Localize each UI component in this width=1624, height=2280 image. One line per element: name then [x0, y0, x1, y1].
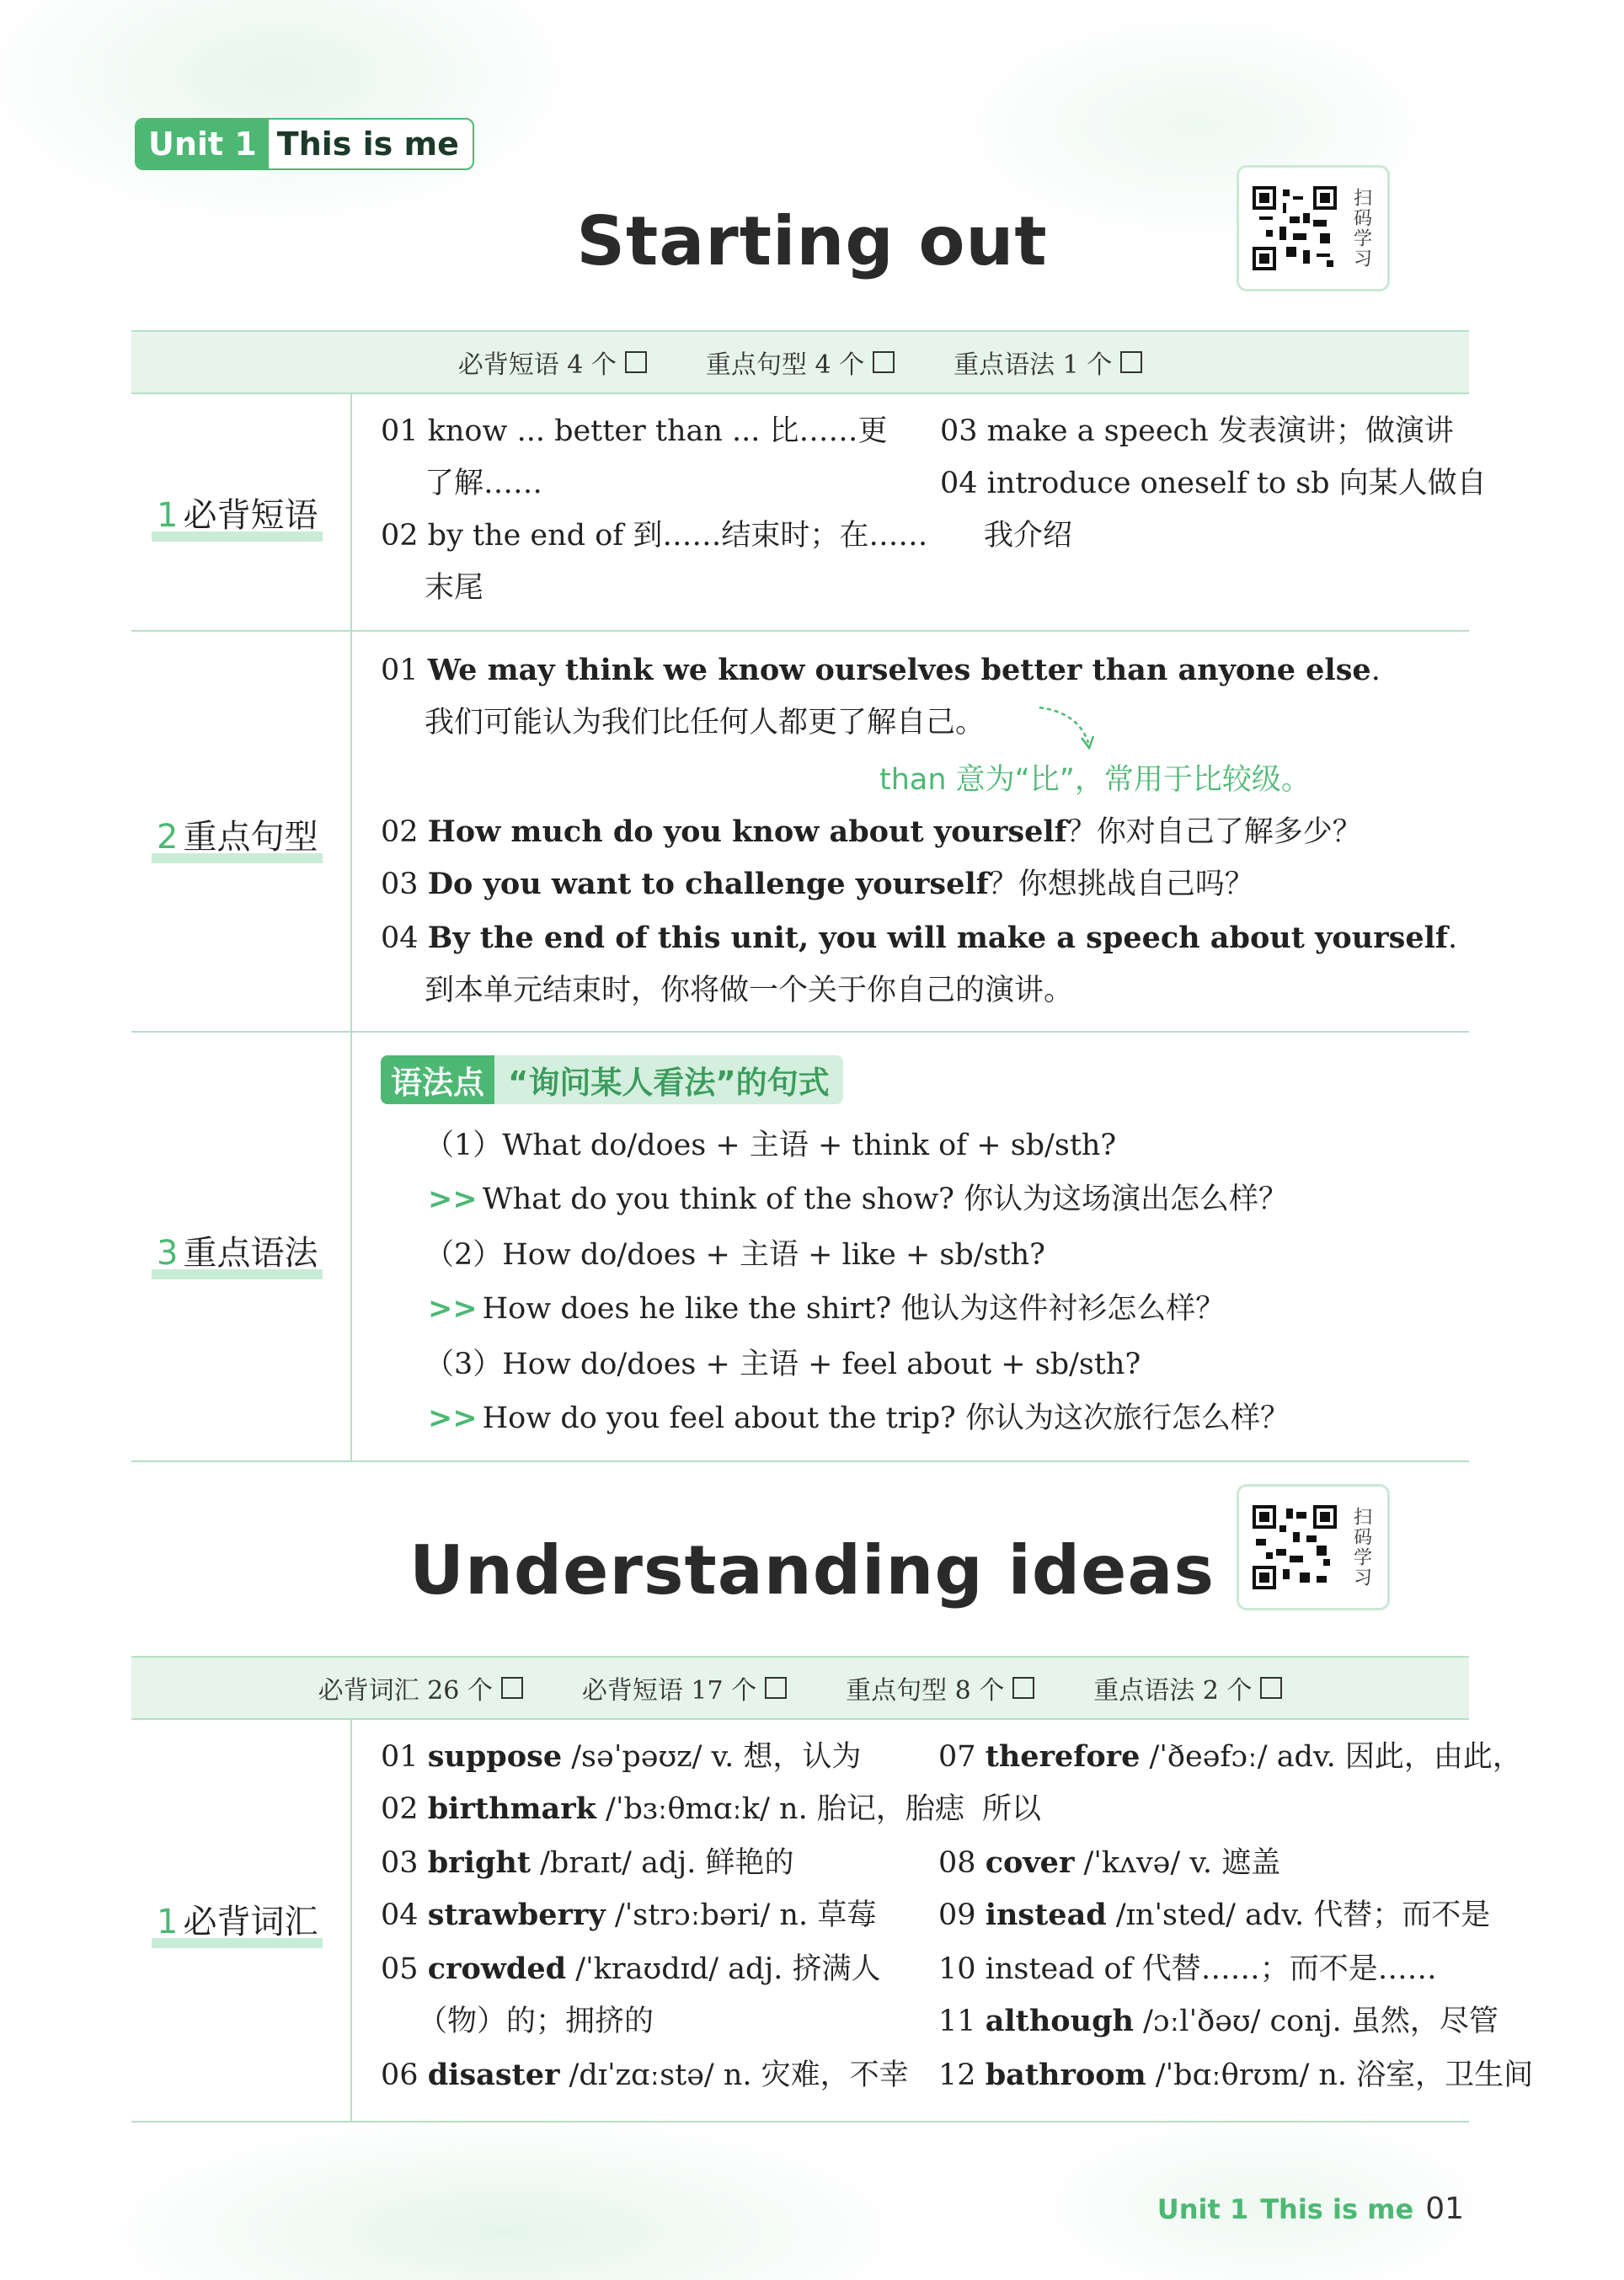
vocab-entry: 07 therefore /ˈðeəfɔː/ adv. 因此，由此，: [938, 1739, 1522, 1774]
double-arrow-icon: >>: [428, 1292, 478, 1326]
footer-title: This is me: [1260, 2193, 1414, 2225]
sentence-line: [381, 859, 1254, 910]
checkbox-icon[interactable]: [1012, 1677, 1034, 1699]
grammar-note: than 意为“比”，常用于比较级。: [879, 763, 1311, 797]
sentence-number: 01: [381, 654, 419, 687]
sentence-line: [381, 645, 1381, 696]
grammar-tag-label: 语法点: [381, 1055, 494, 1104]
sentence-punct: .: [1447, 921, 1458, 955]
unit-title: This is me: [276, 125, 459, 163]
stat-item: [458, 344, 647, 381]
checkbox-icon[interactable]: [501, 1677, 523, 1699]
grammar-example: [428, 1284, 1225, 1334]
vocab-entry: 11 although /ɔːlˈðəʊ/ conj. 虽然，尽管: [938, 2004, 1498, 2038]
phrase-line: 01 know ... better than ... 比……更: [381, 414, 888, 448]
footer-unit: Unit 1: [1157, 2193, 1249, 2225]
section-title-understanding-ideas: Understanding ideas: [409, 1531, 1215, 1610]
qr-label: 扫码学习: [1350, 1507, 1372, 1588]
sentence-punct: .: [1370, 654, 1381, 687]
stat-item: [318, 1669, 523, 1706]
checkbox-icon[interactable]: [1260, 1677, 1282, 1699]
stat-item: [1093, 1669, 1282, 1706]
sentence-english: Do you want to challenge yourself: [427, 867, 989, 901]
sentence-number: 02: [381, 815, 419, 849]
sentence-translation: ？你想挑战自己吗？: [988, 868, 1254, 901]
grammar-pattern: （2）How do/does + 主语 + like + sb/sth?: [425, 1238, 1045, 1272]
stat-text: 重点语法 1 个: [954, 350, 1113, 380]
double-arrow-icon: >>: [428, 1402, 478, 1435]
row-divider: [131, 1460, 1469, 1462]
annotation-arrow-icon: [1036, 704, 1103, 755]
column-divider: [350, 1718, 352, 2122]
column-divider: [350, 392, 352, 1462]
checkbox-icon[interactable]: [1120, 351, 1142, 373]
phrase-line: 我介绍: [984, 519, 1073, 553]
row-number: 2: [157, 818, 179, 857]
qr-code-icon: [1253, 186, 1337, 270]
stats-bar-understanding-ideas: [131, 1656, 1469, 1720]
sentence-translation: ？你对自己了解多少？: [1066, 815, 1362, 849]
double-arrow-icon: >>: [428, 1183, 478, 1216]
vocab-entry: 03 bright /braɪt/ adj. 鲜艳的: [381, 1845, 794, 1880]
phrase-line: 02 by the end of 到……结束时；在……: [381, 519, 928, 553]
stat-item: [954, 344, 1142, 381]
grammar-example: [428, 1174, 1288, 1225]
row-label-text: 必背短语: [183, 496, 318, 535]
vocab-entry: 08 cover /ˈkʌvə/ v. 遮盖: [938, 1845, 1281, 1880]
vocab-entry-continued: 所以: [982, 1792, 1042, 1826]
sentence-english: We may think we know ourselves better than anyone else: [427, 653, 1371, 687]
sentence-english: How much do you know about yourself: [427, 814, 1067, 849]
sentence-english: By the end of this unit, you will make a speech about yourself: [427, 921, 1448, 955]
row-label-grammar: [152, 1226, 323, 1279]
row-divider: [131, 1031, 1469, 1033]
sentence-number: 03: [381, 868, 419, 901]
vocab-entry: 06 disaster /dɪˈzɑːstə/ n. 灾难，不幸: [381, 2058, 909, 2092]
sentence-line: [381, 807, 1362, 857]
stats-bar-starting-out: [131, 330, 1469, 394]
page-footer: [1157, 2192, 1464, 2226]
vocab-entry: 01 suppose /səˈpəʊz/ v. 想，认为: [381, 1739, 862, 1774]
sentence-translation: 到本单元结束时，你将做一个关于你自己的演讲。: [425, 974, 1074, 1007]
row-label-vocab: [152, 1895, 323, 1948]
stat-text: 必背词汇 26 个: [318, 1676, 493, 1706]
stat-item: [846, 1669, 1034, 1706]
row-label-text: 重点语法: [183, 1234, 318, 1273]
phrase-line: 了解……: [425, 467, 543, 500]
stat-text: 重点句型 4 个: [705, 350, 865, 380]
qr-code-box[interactable]: [1237, 165, 1390, 291]
phrase-line: 04 introduce oneself to sb 向某人做自: [940, 467, 1487, 500]
vocab-entry-continued: （物）的；拥挤的: [418, 2005, 654, 2038]
stat-text: 必背短语 4 个: [457, 350, 617, 380]
grammar-example-text: How do you feel about the trip? 你认为这次旅行怎么样？: [482, 1402, 1290, 1435]
qr-label: 扫码学习: [1350, 188, 1372, 269]
row-number: 3: [157, 1234, 179, 1273]
phrase-line: 末尾: [425, 571, 484, 605]
page-number: 01: [1425, 2192, 1464, 2226]
vocab-entry: 02 birthmark /ˈbɜːθmɑːk/ n. 胎记，胎痣: [381, 1791, 964, 1826]
checkbox-icon[interactable]: [625, 351, 647, 373]
grammar-example-text: What do you think of the show? 你认为这场演出怎么样？: [482, 1183, 1289, 1216]
row-divider: [131, 630, 1469, 632]
sentence-number: 04: [381, 921, 419, 955]
vocab-entry: 04 strawberry /ˈstrɔːbəri/ n. 草莓: [381, 1898, 877, 1932]
unit-badge: [135, 118, 474, 170]
row-label-phrases: [152, 489, 323, 542]
checkbox-icon[interactable]: [765, 1677, 787, 1699]
row-label-text: 必背词汇: [183, 1903, 318, 1941]
section-title-starting-out: Starting out: [576, 202, 1048, 280]
vocab-entry: 05 crowded /ˈkraʊdɪd/ adj. 挤满人: [381, 1952, 881, 1986]
row-label-text: 重点句型: [183, 818, 318, 857]
grammar-pattern: （1）What do/does + 主语 + think of + sb/sth?: [425, 1129, 1117, 1162]
grammar-pattern: （3）How do/does + 主语 + feel about + sb/sth?: [425, 1348, 1141, 1381]
sentence-line: [381, 913, 1457, 964]
grammar-example-text: How does he like the shirt? 他认为这件衬衫怎么样？: [482, 1292, 1226, 1326]
stat-text: 必背短语 17 个: [581, 1676, 757, 1706]
row-number: 1: [157, 496, 179, 535]
sentence-translation: 我们可能认为我们比任何人都更了解自己。: [425, 706, 986, 740]
grammar-tag-title: “询问某人看法”的句式: [494, 1055, 843, 1104]
row-divider: [131, 2121, 1469, 2122]
vocab-entry: 09 instead /ɪnˈsted/ adv. 代替；而不是: [938, 1898, 1491, 1932]
stat-text: 重点语法 2 个: [1093, 1676, 1253, 1706]
qr-code-box[interactable]: [1237, 1484, 1390, 1610]
grammar-example: [428, 1393, 1290, 1444]
phrase-line: 03 make a speech 发表演讲；做演讲: [940, 414, 1454, 448]
unit-number: Unit 1: [136, 120, 269, 168]
grammar-point-tag: [381, 1055, 843, 1104]
vocab-entry: 10 instead of 代替……；而不是……: [938, 1952, 1437, 1986]
qr-code-icon: [1253, 1505, 1337, 1589]
vocab-entry: 12 bathroom /ˈbɑːθrʊm/ n. 浴室，卫生间: [938, 2058, 1534, 2092]
stat-item: [706, 344, 895, 381]
stat-text: 重点句型 8 个: [846, 1676, 1005, 1706]
row-number: 1: [157, 1903, 179, 1941]
checkbox-icon[interactable]: [873, 351, 895, 373]
stat-item: [582, 1669, 787, 1706]
row-label-sentences: [152, 810, 323, 863]
